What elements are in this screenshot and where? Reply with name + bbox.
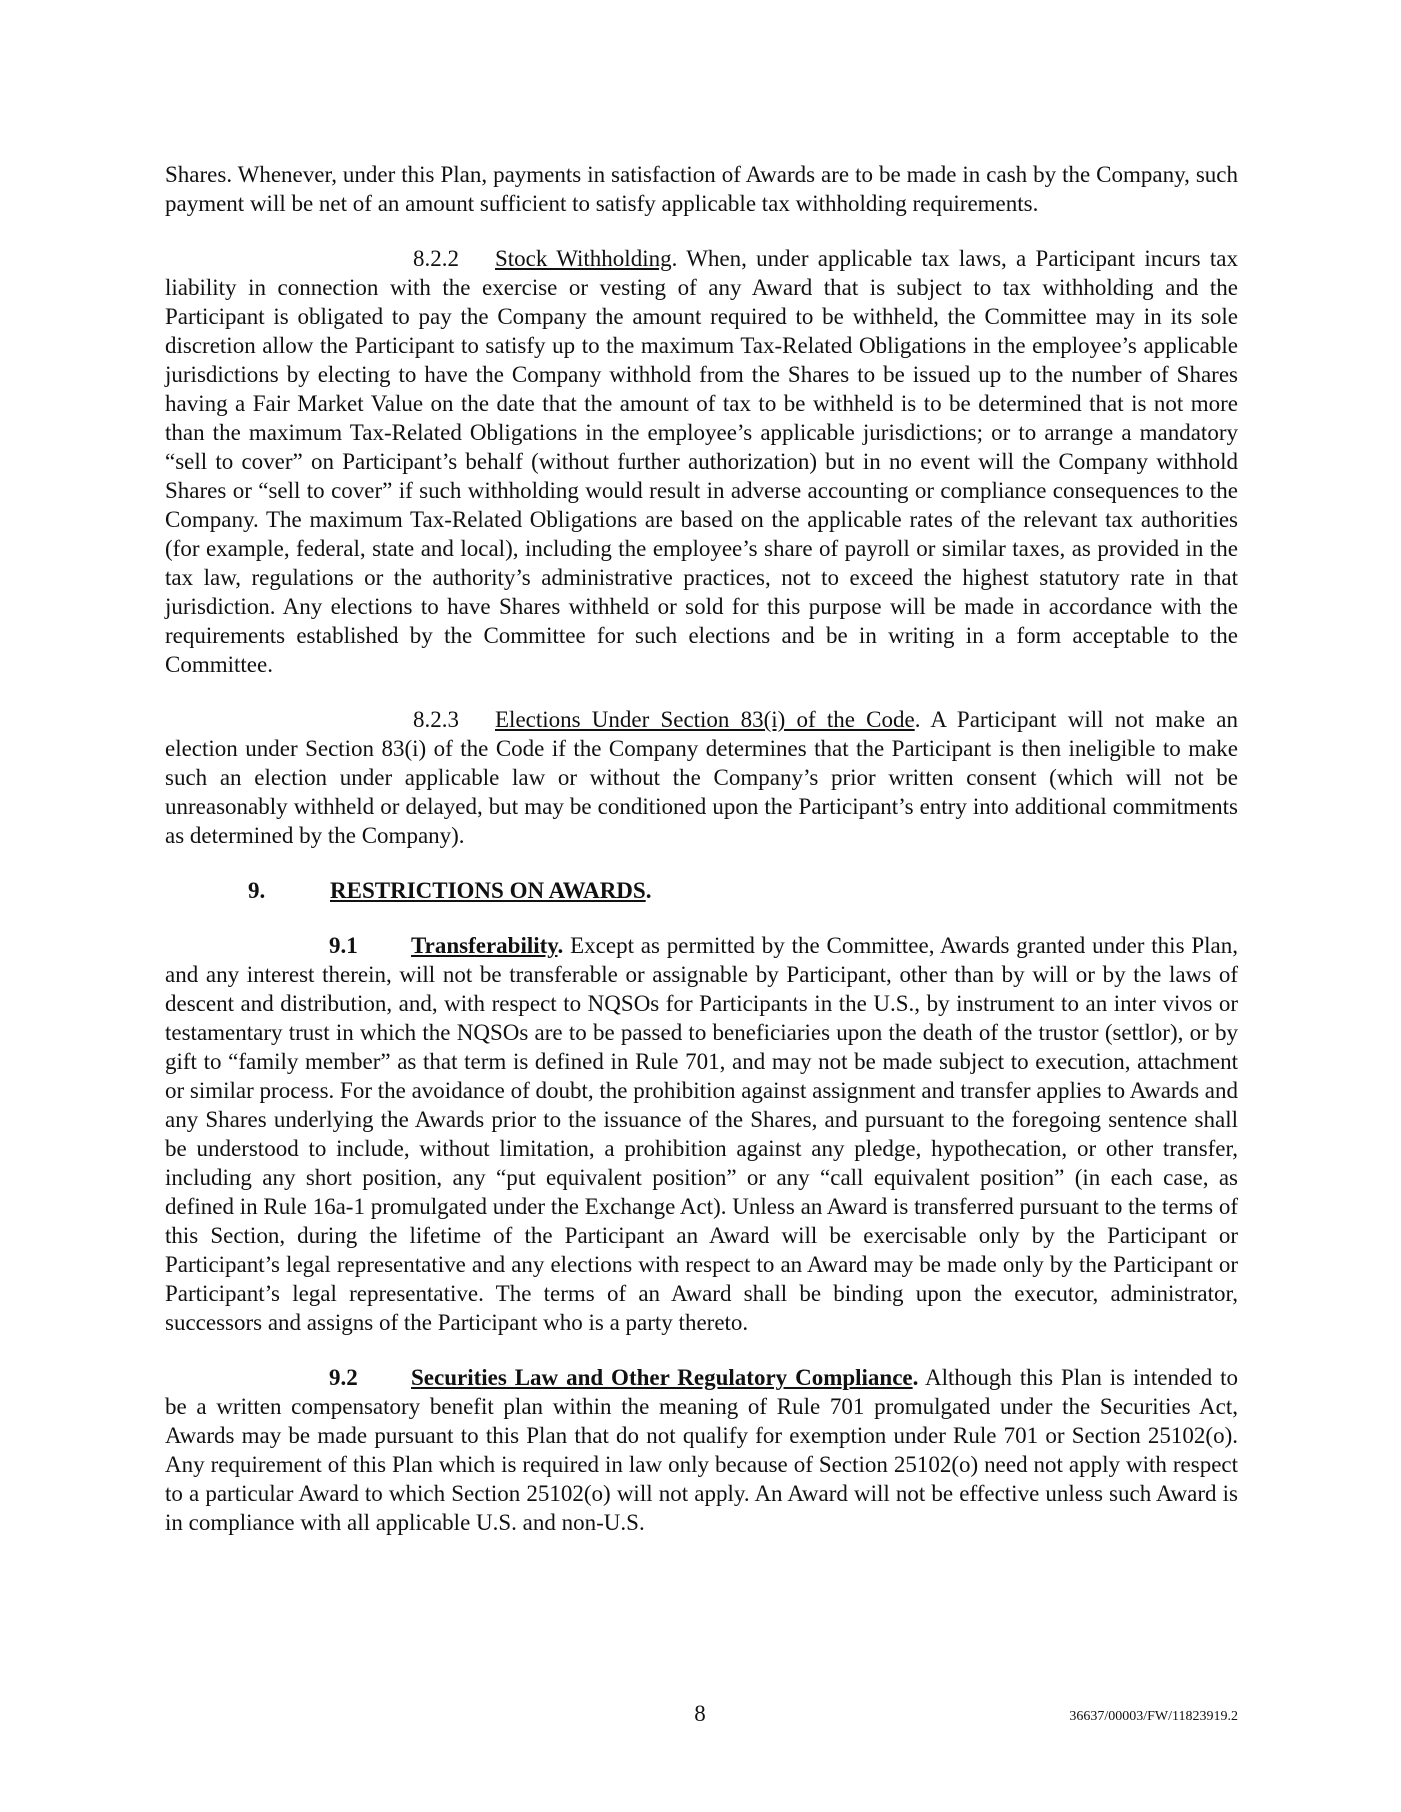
section-8-2-3: [165, 705, 1238, 850]
section-number: 9.1: [329, 933, 358, 958]
title-trail: .: [557, 933, 564, 958]
document-reference: 36637/00003/FW/11823919.2: [1069, 1709, 1238, 1724]
title-trail: .: [645, 878, 652, 903]
page-number: 8: [694, 1701, 706, 1726]
section-body: . When, under applicable tax laws, a Participant incurs tax liability in connection with the exercise or vesting of any Award that is subject to tax withholding and the Participant is obligated to pay the Company the amount required to be withheld, the Committee may in its sole discretion allow the Participant to satisfy up to the maximum Tax-Related Obligations in the employee’s applicable jurisdictions by electing to have the Company withhold from the Shares to be issued up to the number of Shares having a Fair Market Value on the date that the amount of tax to be withheld is to be determined that is not more than the maximum Tax-Related Obligations in the employee’s applicable jurisdictions; or to arrange a mandatory “sell to cover” on Participant’s behalf (without further authorization) but in no event will the Company withhold Shares or “sell to cover” if such withholding would result in adverse accounting or compliance consequences to the Company. The maximum Tax-Related Obligations are based on the applicable rates of the relevant tax authorities (for example, federal, state and local), including the employee’s share of payroll or similar taxes, as provided in the tax law, regulations or the authority’s administrative practices, not to exceed the highest statutory rate in that jurisdiction. Any elections to have Shares withheld or sold for this purpose will be made in accordance with the requirements established by the Committee for such elections and be in writing in a form acceptable to the Committee.: [165, 246, 1238, 677]
section-9-2: [165, 1363, 1238, 1537]
section-body: Although this Plan is intended to be a written compensatory benefit plan within the meaning of Rule 701 promulgated under the Securities Act, Awards may be made pursuant to this Plan that do not qualify for exemption under Rule 701 or Section 25102(o). Any requirement of this Plan which is required in law only because of Section 25102(o) need not apply with respect to a particular Award to which Section 25102(o) will not apply. An Award will not be effective unless such Award is in compliance with all applicable U.S. and non-U.S.: [165, 1365, 1238, 1535]
paragraph-continuation: Shares. Whenever, under this Plan, payments in satisfaction of Awards are to be made in cash by the Company, such payment will be net of an amount sufficient to satisfy applicable tax withholding requirements.: [165, 162, 1238, 216]
section-9-heading: [165, 876, 1238, 905]
section-title: Elections Under Section 83(i) of the Code: [495, 707, 915, 732]
section-number: 8.2.3: [413, 707, 459, 732]
section-number: 8.2.2: [413, 246, 459, 271]
section-number: 9.: [248, 878, 266, 903]
section-number: 9.2: [329, 1365, 358, 1390]
section-title: Stock Withholding: [495, 246, 672, 271]
section-body: . A Participant will not make an election under Section 83(i) of the Code if the Company determines that the Participant is then ineligible to make such an election under applicable law or without the Company’s prior written consent (which will not be unreasonably withheld or delayed, but may be conditioned upon the Participant’s entry into additional commitments as determined by the Company).: [165, 707, 1238, 848]
section-title: Securities Law and Other Regulatory Compliance: [411, 1365, 913, 1390]
document-body: [165, 160, 1238, 1537]
section-9-1: [165, 931, 1238, 1337]
section-title: RESTRICTIONS ON AWARDS: [330, 878, 646, 903]
section-title: Transferability: [411, 933, 558, 958]
section-body: Except as permitted by the Committee, Awards granted under this Plan, and any interest therein, will not be transferable or assignable by Participant, other than by will or by the laws of descent and distribution, and, with respect to NQSOs for Participants in the U.S., by instrument to an inter vivos or testamentary trust in which the NQSOs are to be passed to beneficiaries upon the death of the trustor (settlor), or by gift to “family member” as that term is defined in Rule 701, and may not be made subject to execution, attachment or similar process. For the avoidance of doubt, the prohibition against assignment and transfer applies to Awards and any Shares underlying the Awards prior to the issuance of the Shares, and pursuant to the foregoing sentence shall be understood to include, without limitation, a prohibition against any pledge, hypothecation, or other transfer, including any short position, any “put equivalent position” or any “call equivalent position” (in each case, as defined in Rule 16a-1 promulgated under the Exchange Act). Unless an Award is transferred pursuant to the terms of this Section, during the lifetime of the Participant an Award will be exercisable only by the Participant or Participant’s legal representative and any elections with respect to an Award may be made only by the Participant or Participant’s legal representative. The terms of an Award shall be binding upon the executor, administrator, successors and assigns of the Participant who is a party thereto.: [165, 933, 1238, 1335]
section-8-2-2: [165, 244, 1238, 679]
title-trail: .: [912, 1365, 919, 1390]
